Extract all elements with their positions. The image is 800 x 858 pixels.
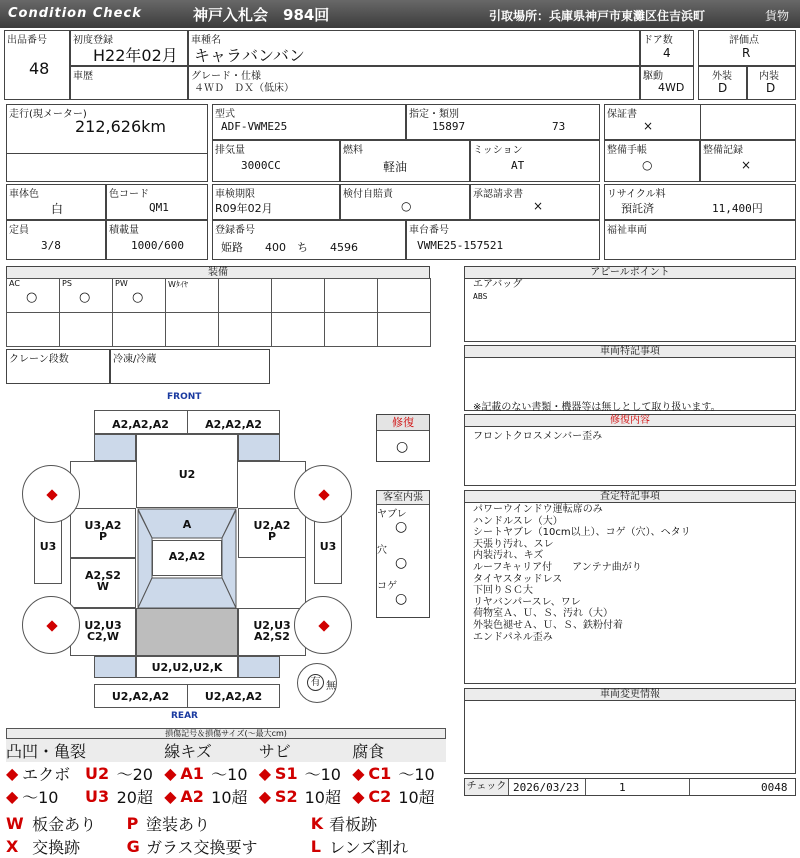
reg-no-label: 登録番号 (215, 225, 255, 236)
front-bumper-right-damage: A2,A2,A2 (205, 418, 262, 431)
designation-box (406, 104, 600, 140)
inspection-note-line: タイヤスタッドレス (473, 573, 563, 585)
legend-cell: 〜10 (22, 788, 59, 807)
inspection-note-line: リヤバンパースレ、ワレ (473, 596, 581, 608)
exterior: D (718, 81, 728, 95)
first-reg-label: 初度登録 (73, 35, 113, 46)
inspection-note-line: 外装色褪せＡ、Ｕ、Ｓ、鉄粉付着 (473, 619, 623, 631)
legend-cell: C1 (368, 764, 392, 783)
insurance-box (340, 184, 470, 220)
equipment-cell (271, 312, 325, 347)
spare-absent: 無 (326, 681, 336, 692)
displacement-label: 排気量 (215, 145, 245, 156)
body-color: 白 (51, 202, 64, 216)
body-color-label: 車体色 (9, 189, 39, 200)
crane-label: クレーン段数 (9, 354, 69, 365)
inspection-note-line: 荷物室Ａ、Ｕ、Ｓ、汚れ（大） (473, 608, 613, 620)
wheel-front-left-icon (22, 465, 80, 523)
interior-label: 内装 (759, 71, 779, 82)
legend-cell: ◆ (258, 764, 272, 783)
legend-table (6, 739, 446, 808)
roof-damage: A2,A2 (168, 550, 206, 563)
rear-label: REAR (171, 711, 198, 721)
cabin-item-label: 穴 (377, 545, 387, 556)
car-name: キャラバンバン (194, 46, 305, 65)
mission-box (470, 140, 600, 182)
equipment-cell (6, 312, 60, 347)
chassis-box (406, 220, 600, 260)
cabin-title: 客室内張 (377, 491, 429, 505)
insurance: ○ (401, 199, 412, 213)
legend-cell: G (126, 837, 140, 856)
recycle-status: 預託済 (621, 202, 654, 215)
legend-cell: 20超 (116, 788, 153, 807)
left-rear-damage: U2,U3 C2,W (84, 619, 122, 643)
repair-detail-section (464, 414, 796, 486)
displacement: 3000CC (241, 159, 281, 172)
equipment-title: 装備 (7, 267, 429, 279)
check-code: 0048 (761, 781, 788, 794)
front-left-glass (94, 434, 136, 461)
appeal-line-0: エアバッグ (473, 279, 523, 290)
check-label: チェック (465, 779, 509, 795)
inspection-note-line: 天張り汚れ、スレ (473, 538, 554, 550)
doors-box (640, 30, 694, 66)
model-box (212, 104, 406, 140)
capacity-box (6, 220, 106, 260)
equipment-mark: ○ (79, 290, 91, 305)
body-color-box (6, 184, 106, 220)
inspection-note-line: 内装汚れ、キズ (473, 550, 544, 562)
load-label: 積載量 (109, 225, 139, 236)
inspection-note-line: シートヤブレ（10cm以上）、コゲ（穴）、ヘタリ (473, 527, 691, 539)
legend-cell: ガラス交換要す (146, 838, 258, 857)
equipment-cell (165, 312, 219, 347)
right-front-door-damage: U2,A2 P (253, 519, 291, 543)
interior: D (766, 81, 776, 95)
equipment-cell (59, 312, 113, 347)
mileage-label: 走行(現メーター) (9, 109, 87, 120)
maint-book-box (604, 140, 700, 182)
drive: 4WD (658, 81, 685, 94)
legend-cell: 10超 (398, 788, 435, 807)
check-row (464, 778, 796, 796)
displacement-box (212, 140, 340, 182)
fuel: 軽油 (383, 160, 408, 174)
legend-cell: エクボ (22, 765, 71, 784)
legend-cell: ◆ (6, 764, 19, 783)
legend-cell: S1 (274, 764, 298, 783)
front-right-glass (238, 434, 280, 461)
inspection-notes-section (464, 490, 796, 684)
legend-cell: A1 (180, 764, 204, 783)
legend-cell: ◆ (6, 787, 19, 806)
designation: 15897 (432, 120, 466, 133)
score: R (742, 46, 751, 60)
category-number: 73 (552, 120, 566, 133)
designation-label: 指定・類別 (409, 109, 459, 120)
approval-label: 承認請求書 (473, 189, 523, 200)
lot-box (4, 30, 70, 100)
equipment-label: AC (9, 279, 20, 288)
vehicle-category: 貨物 (765, 9, 790, 23)
change-info-section (464, 688, 796, 774)
equipment-label: PS (62, 279, 72, 288)
legend-cell: U2 (85, 764, 110, 783)
score-box (698, 30, 796, 66)
inspection-box (212, 184, 340, 220)
back-door-damage: U2,U2,U2,K (151, 661, 223, 674)
equipment-cell (271, 278, 325, 313)
right-rear-damage: U2,U3 A2,S2 (253, 619, 291, 643)
mission-label: ミッション (473, 145, 523, 156)
equipment-cell (112, 278, 166, 313)
doors: 4 (663, 46, 671, 60)
equipment-label: PW (115, 279, 128, 288)
legend-cell: ◆ (352, 787, 365, 806)
repair-mark: ○ (396, 439, 409, 455)
insurance-label: 検付自賠責 (343, 189, 393, 200)
color-code-label: 色コード (109, 189, 149, 200)
appeal-title: アピールポイント (465, 267, 795, 279)
code-table (6, 812, 446, 858)
cabin-item-label: コゲ (377, 581, 397, 592)
inspection-notes-title: 査定特記事項 (465, 491, 795, 503)
cabin-item-label: ヤブレ (377, 509, 407, 520)
mileage-box (6, 104, 208, 182)
legend-cell: X (6, 837, 19, 856)
maint-record-box (700, 140, 796, 182)
legend-cell: 〜10 (398, 765, 435, 784)
windshield-damage: A (182, 518, 192, 531)
approval-box (470, 184, 600, 220)
appeal-section (464, 266, 796, 342)
load-box (106, 220, 208, 260)
spare-present: 有 (307, 674, 324, 691)
legend-cell: 交換跡 (32, 838, 81, 857)
capacity: 3/8 (41, 239, 61, 252)
right-step-damage: U3 (319, 540, 337, 553)
repair-detail-text: フロントクロスメンバー歪み (473, 431, 603, 442)
car-name-box (188, 30, 640, 66)
load: 1000/600 (131, 239, 184, 252)
approval: × (533, 199, 544, 213)
legend-cell: 塗装あり (146, 815, 211, 834)
mileage: 212,626km (75, 117, 167, 136)
history-box (70, 66, 188, 100)
wheel-rear-right-icon (294, 596, 352, 654)
welfare-box (604, 220, 796, 260)
capacity-label: 定員 (9, 225, 29, 236)
inspection-note-line: ハンドルスレ（大） (473, 515, 563, 527)
legend-cell: S2 (274, 787, 298, 806)
inspection-note-line: エンドパネル歪み (473, 631, 553, 643)
change-info-title: 車両変更情報 (465, 689, 795, 701)
drive-label: 駆動 (643, 71, 663, 82)
maint-book-label: 整備手帳 (607, 145, 647, 156)
cabin-item-mark: ○ (395, 519, 408, 535)
warranty: × (643, 119, 654, 133)
appeal-line-1: ABS (473, 292, 488, 301)
legend-cell: 〜10 (304, 765, 341, 784)
cabin-item-mark: ○ (395, 591, 408, 607)
repair-title: 修復 (377, 415, 429, 431)
maint-book: ○ (642, 158, 653, 172)
maint-record-label: 整備記録 (703, 145, 743, 156)
legend-cell: ◆ (258, 787, 272, 806)
legend-cell: 凸凹・亀裂 (6, 739, 164, 762)
rear-right-glass (238, 656, 280, 678)
cargo-floor (136, 608, 238, 656)
legend-cell: U3 (85, 787, 110, 806)
legend-cell: A2 (180, 787, 204, 806)
model: ADF-VWME25 (221, 120, 288, 133)
first-reg: H22年02月 (93, 46, 178, 65)
legend-cell: レンズ割れ (329, 838, 409, 857)
hood-damage: U2 (178, 468, 196, 481)
legend-cell: L (310, 837, 321, 856)
mileage-divider (7, 153, 207, 154)
report-title: Condition Check (8, 6, 142, 21)
legend-cell: 10超 (304, 788, 341, 807)
recycle-label: リサイクル料 (607, 189, 666, 200)
recycle-box (604, 184, 796, 220)
legend-cell: 線キズ (164, 739, 259, 762)
equipment-cell (59, 278, 113, 313)
front-bumper-left-damage: A2,A2,A2 (112, 418, 169, 431)
fuel-box (340, 140, 470, 182)
legend-cell: 〜10 (211, 765, 248, 784)
legend-cell: 〜20 (116, 765, 153, 784)
welfare-label: 福祉車両 (607, 225, 647, 236)
equipment-cell (165, 278, 219, 313)
legend (6, 728, 446, 858)
legend-cell: 腐食 (352, 739, 446, 762)
warranty-box (604, 104, 796, 140)
legend-title: 損傷記号＆損傷サイズ(〜最大cm) (6, 728, 446, 739)
equipment-cell (377, 312, 431, 347)
equipment-label: Wﾀｲﾔ (168, 280, 188, 289)
cabin-item-mark: ○ (395, 555, 408, 571)
car-name-label: 車種名 (191, 35, 221, 46)
pickup-location: 引取場所：兵庫県神戸市東灘区住吉浜町 (489, 9, 706, 23)
equipment-cell (324, 312, 378, 347)
chassis-label: 車台番号 (409, 225, 449, 236)
legend-cell: ◆ (352, 764, 365, 783)
check-num: 1 (619, 781, 626, 794)
first-reg-box (70, 30, 188, 66)
legend-cell: サビ (259, 739, 352, 762)
grade-label: グレード・仕様 (191, 71, 261, 82)
legend-cell: 10超 (211, 788, 248, 807)
wheel-front-right-icon (294, 465, 352, 523)
warranty-label: 保証書 (607, 109, 637, 120)
recycle-fee: 11,400円 (712, 202, 763, 215)
rear-bumper-right-damage: U2,A2,A2 (204, 690, 263, 703)
special-title: 車両特記事項 (465, 346, 795, 358)
legend-cell: K (310, 814, 324, 833)
equipment-cell (377, 278, 431, 313)
lot-label: 出品番号 (7, 35, 47, 46)
front-label: FRONT (167, 392, 202, 402)
legend-cell: 板金あり (32, 815, 97, 834)
equipment-cell (218, 312, 272, 347)
color-code: QM1 (149, 201, 169, 214)
check-divider-2 (689, 779, 690, 795)
history-label: 車歴 (73, 71, 93, 82)
score-label: 評価点 (729, 35, 759, 46)
equipment-cell (324, 278, 378, 313)
report-header (0, 0, 800, 28)
special-section (464, 345, 796, 411)
lot-number: 48 (29, 59, 50, 78)
freezer-label: 冷凍/冷蔵 (113, 354, 157, 365)
inspection-notes-list (473, 504, 691, 643)
reg-no-box (212, 220, 406, 260)
reg-no: 姫路 400 ち 4596 (221, 241, 358, 254)
color-code-box (106, 184, 208, 220)
doors-label: ドア数 (643, 35, 673, 46)
inspection-label: 車検期限 (215, 189, 255, 200)
warranty-divider (700, 105, 701, 139)
crane-box (6, 349, 110, 384)
equipment-cell (218, 278, 272, 313)
wheel-rear-left-icon (22, 596, 80, 654)
maint-record: × (741, 158, 752, 172)
left-middle-damage: A2,S2 W (85, 569, 121, 593)
legend-cell: ◆ (164, 764, 177, 783)
repair-detail-title: 修復内容 (465, 415, 795, 427)
repair-box (376, 414, 430, 462)
left-front-door-damage: U3,A2 P (84, 519, 122, 543)
chassis: VWME25-157521 (417, 239, 504, 252)
inspection-note-line: 下回りＳＣ大 (473, 585, 533, 597)
inspection: R09年02月 (215, 202, 273, 215)
inspection-note-line: パワーウインドウ運転席のみ (473, 504, 603, 515)
drive-box (640, 66, 694, 100)
legend-cell: C2 (368, 787, 392, 806)
check-divider-1 (585, 779, 586, 795)
fuel-label: 燃料 (343, 145, 363, 156)
model-label: 型式 (215, 109, 235, 120)
special-note: ※記載のない書類・機器等は無しとして取り扱います。 (473, 402, 721, 413)
inspection-note-line: ルーフキャリア付 アンテナ曲がり (473, 561, 642, 573)
equipment-mark: ○ (132, 290, 144, 305)
legend-cell: 看板跡 (329, 815, 378, 834)
legend-cell: W (6, 814, 24, 833)
exterior-label: 外装 (712, 71, 732, 82)
grade: ４ＷＤ ＤＸ（低床） (194, 83, 294, 94)
legend-cell: ◆ (164, 787, 177, 806)
equipment-mark: ○ (26, 290, 38, 305)
auction-title: 神戸入札会 984回 (193, 6, 330, 24)
check-date: 2026/03/23 (513, 781, 580, 794)
equipment-cell (6, 278, 60, 313)
mission: AT (511, 159, 525, 172)
exterior-box (698, 66, 747, 100)
equipment-cell (112, 312, 166, 347)
grade-box (188, 66, 640, 100)
freezer-box (110, 349, 270, 384)
left-step-damage: U3 (39, 540, 57, 553)
legend-cell: P (126, 814, 139, 833)
rear-left-glass (94, 656, 136, 678)
interior-box (747, 66, 796, 100)
rear-bumper-left-damage: U2,A2,A2 (111, 690, 170, 703)
